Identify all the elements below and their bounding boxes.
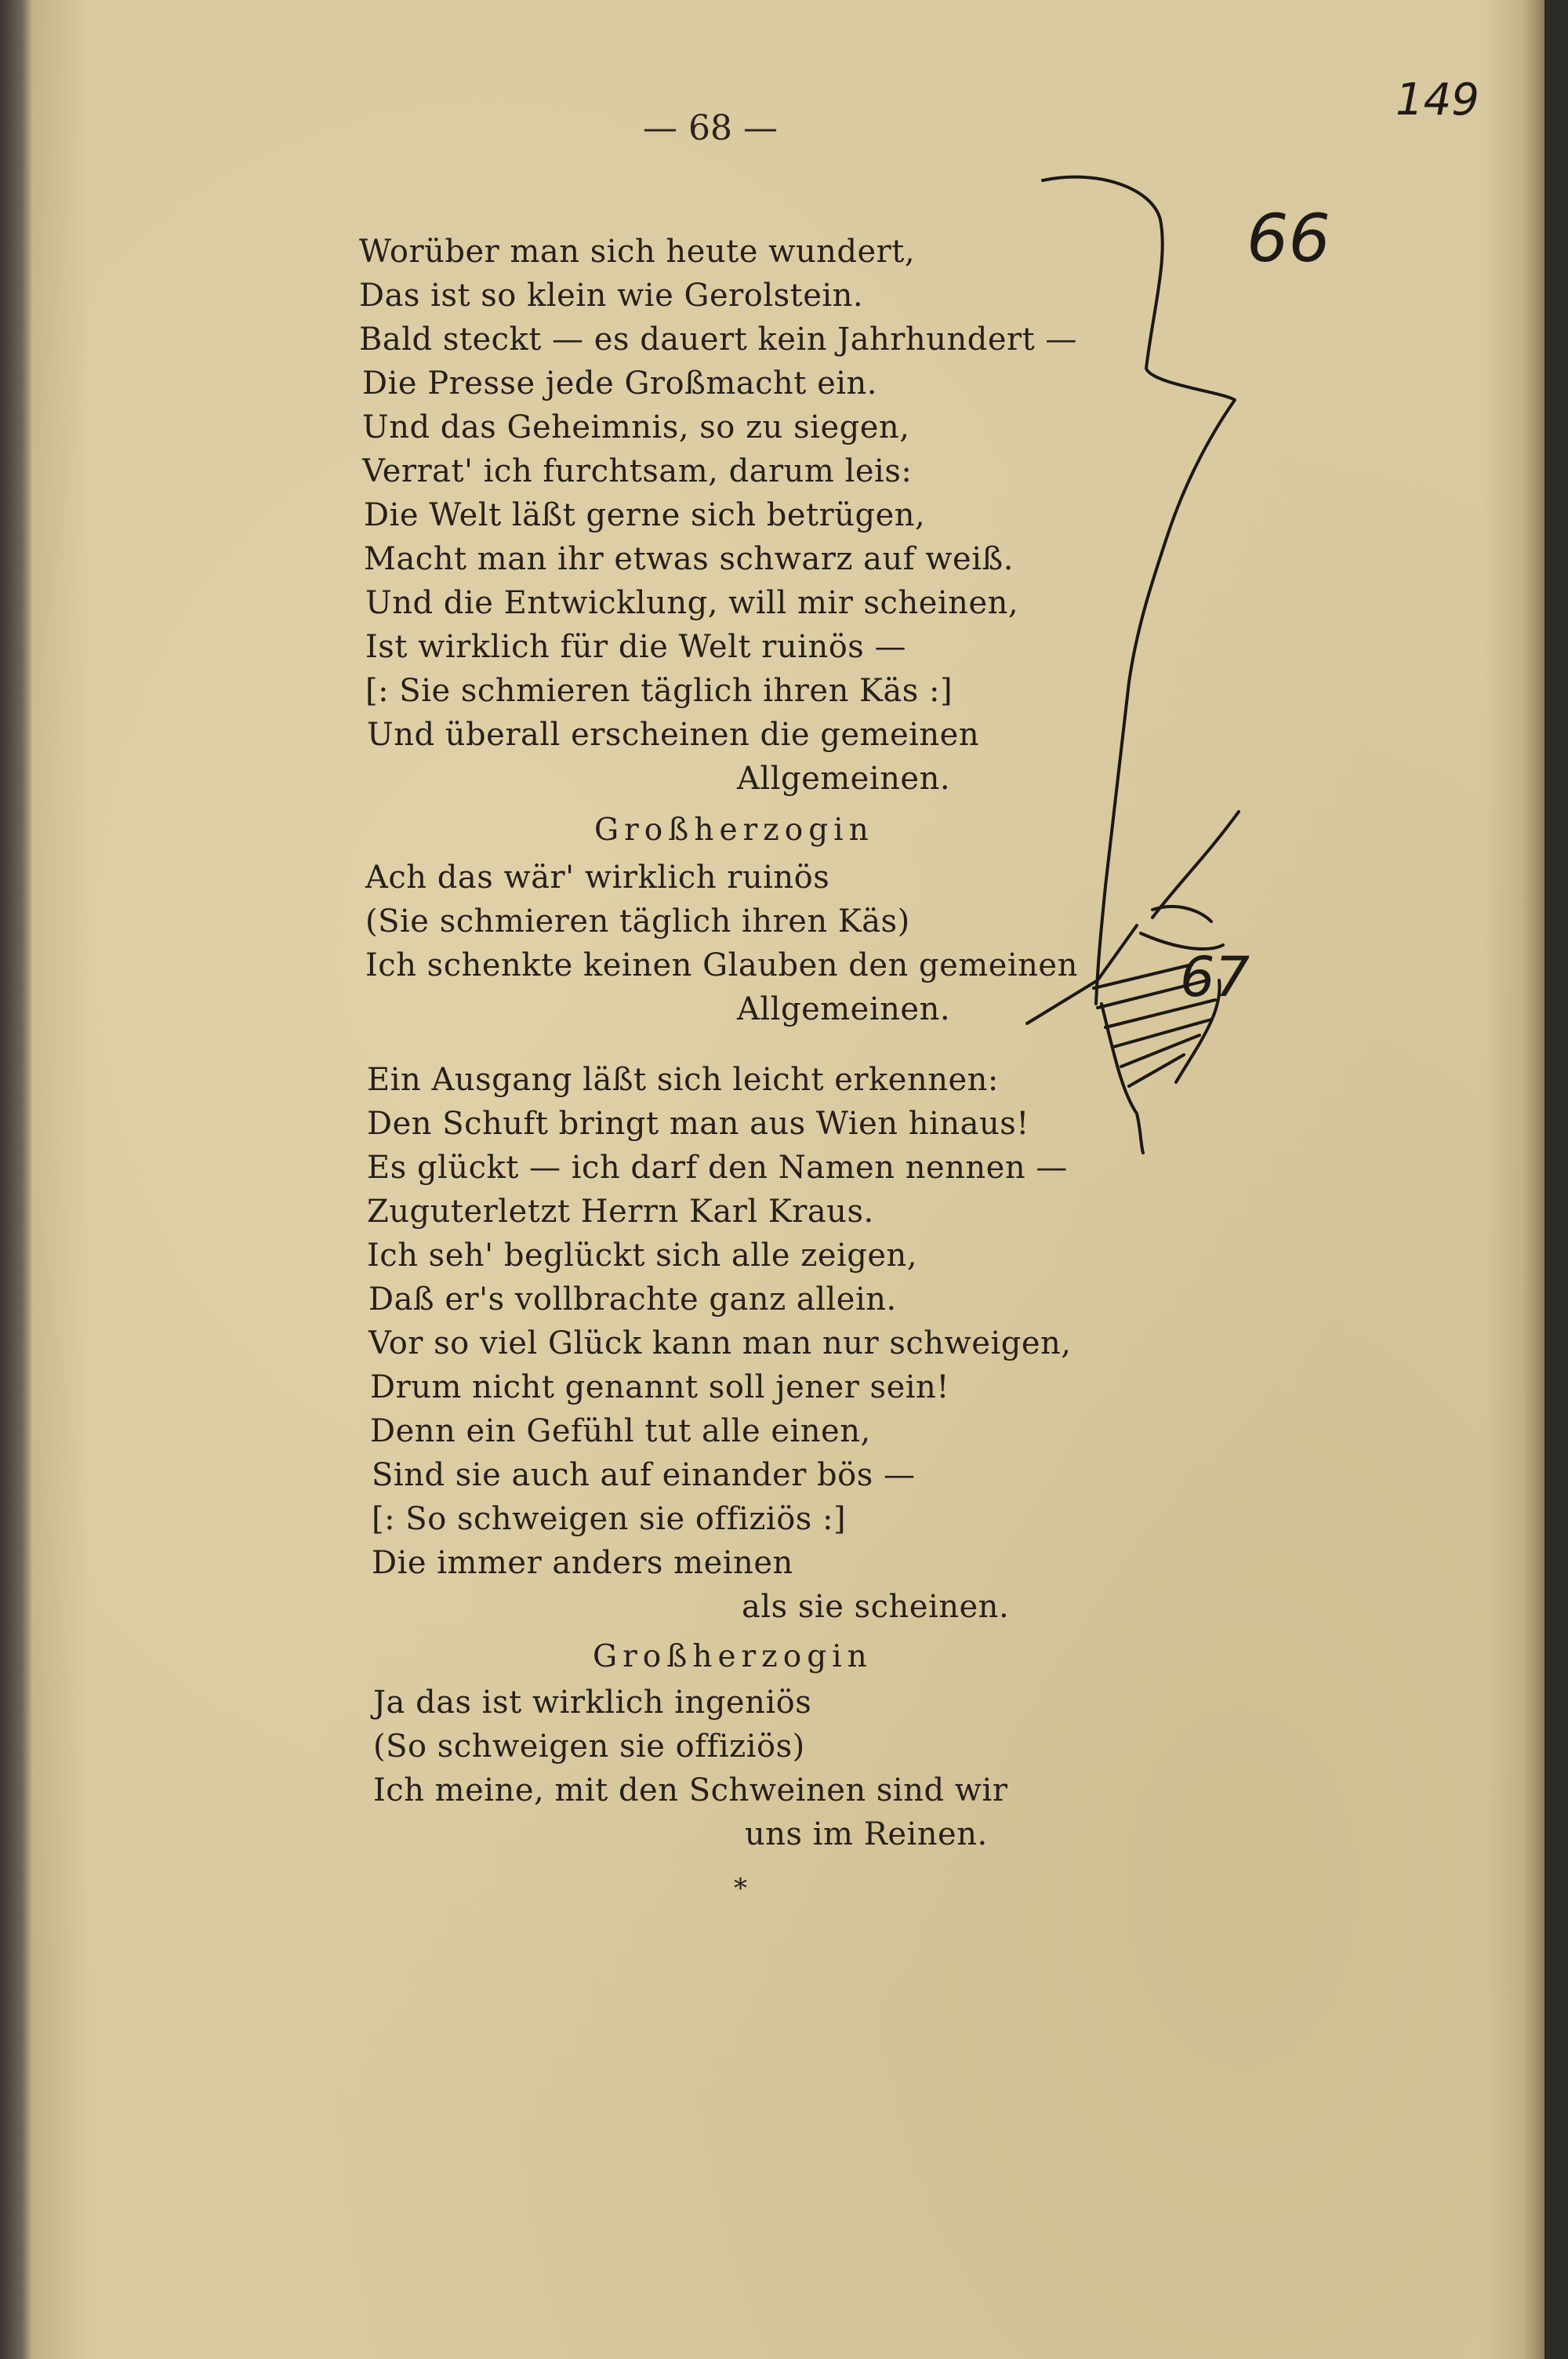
verse-line: Die Presse jede Großmacht ein. <box>362 365 878 402</box>
verse-line: Sind sie auch auf einander bös — <box>372 1457 916 1493</box>
book-binding <box>0 0 31 2359</box>
verse-line: Vor so viel Glück kann man nur schweigen, <box>368 1325 1072 1361</box>
verse-line: Verrat' ich furchtsam, darum leis: <box>362 453 913 489</box>
verse-line: Es glückt — ich darf den Namen nennen — <box>367 1150 1068 1186</box>
verse-line: Die Welt läßt gerne sich betrügen, <box>364 497 926 533</box>
verse-line: Ja das ist wirklich ingeniös <box>373 1685 812 1721</box>
verse-line: Ich meine, mit den Schweinen sind wir <box>373 1772 1008 1808</box>
verse-line: (Sie schmieren täglich ihren Käs) <box>365 903 910 940</box>
verse-line: (So schweigen sie offiziös) <box>373 1728 805 1765</box>
verse-line: Macht man ihr etwas schwarz auf weiß. <box>364 541 1014 577</box>
verse-line: Daß er's vollbrachte ganz allein. <box>368 1281 897 1318</box>
verse-line: [: So schweigen sie offiziös :] <box>372 1501 847 1537</box>
handwritten-mark-66: 66 <box>1247 200 1330 277</box>
verse-line: Und die Entwicklung, will mir scheinen, <box>365 585 1019 621</box>
verse-line: Ist wirklich für die Welt ruinös — <box>365 629 907 665</box>
verse-line: Und überall erscheinen die gemeinen <box>367 717 980 753</box>
verse-line-indented: Allgemeinen. <box>737 761 951 797</box>
end-asterisk: * <box>734 1873 748 1904</box>
verse-line: Denn ein Gefühl tut alle einen, <box>370 1413 871 1449</box>
verse-line-indented: als sie scheinen. <box>742 1589 1010 1625</box>
handwritten-folio-number: 149 <box>1396 75 1479 125</box>
verse-line: Worüber man sich heute wundert, <box>359 234 916 270</box>
page-edge <box>1521 0 1544 2359</box>
verse-line: Ich seh' beglückt sich alle zeigen, <box>367 1238 918 1274</box>
page-number: — 68 — <box>643 108 778 148</box>
handwritten-mark-67: 67 <box>1180 945 1250 1009</box>
verse-line: Den Schuft bringt man aus Wien hinaus! <box>367 1106 1029 1142</box>
verse-line: Ein Ausgang läßt sich leicht erkennen: <box>367 1062 999 1098</box>
verse-line-indented: Allgemeinen. <box>737 991 951 1027</box>
verse-line: Das ist so klein wie Gerolstein. <box>359 278 864 314</box>
speaker-label: Großherzogin <box>594 812 874 848</box>
verse-line: Zuguterletzt Herrn Karl Kraus. <box>367 1194 874 1230</box>
verse-line: Die immer anders meinen <box>372 1545 793 1581</box>
verse-line: Und das Geheimnis, so zu siegen, <box>362 409 910 445</box>
verse-line: [: Sie schmieren täglich ihren Käs :] <box>365 673 953 709</box>
verse-line-indented: uns im Reinen. <box>745 1816 988 1852</box>
verse-line: Drum nicht genannt soll jener sein! <box>370 1369 949 1405</box>
verse-line: Bald steckt — es dauert kein Jahrhundert — <box>359 322 1077 358</box>
verse-line: Ach das wär' wirklich ruinös <box>365 860 830 896</box>
verse-line: Ich schenkte keinen Glauben den gemeinen <box>365 947 1078 983</box>
speaker-label: Großherzogin <box>593 1639 873 1674</box>
